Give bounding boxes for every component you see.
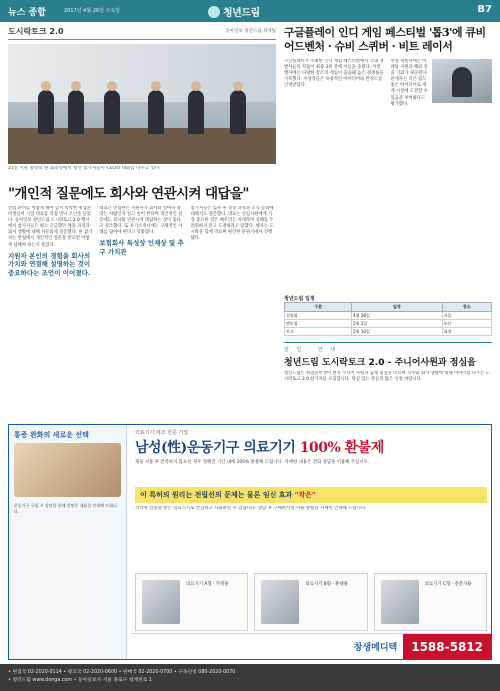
photo-caption: 21일 서울 중앙의 한 회의실에서 청년 참가자들이 CEO와 대화를 나누고 있다. — [8, 166, 161, 171]
ad-products — [135, 573, 487, 631]
right-article — [284, 26, 492, 427]
ad-sidebar — [9, 425, 127, 659]
right-column-1 — [284, 59, 386, 291]
table-header: 구분 — [285, 303, 352, 312]
paragraph: 면접 준비를 어떻게 해야 할지 막막한 취업준비생들이 기업 대표를 직접 만나 조언을 들었다. 동아일보 청년드림 도시락토크 2.0 행사에서 참가자들은 평소 궁금했던 채용 과정과 회사 생활에 대해 자유롭게 질문했다. 한 참가자는 면접에서 개인적인 질문을 받으면 어떻게 답해야 하는지 물었다. — [8, 206, 93, 248]
series-title: 도시락토크 2.0 — [8, 26, 276, 40]
schedule-table-title: 청년드림 일정 — [284, 296, 315, 302]
paragraph: 참가자들은 입사 후 성장 과정과 조직 문화에 대해서도 질문했다. 대표는 신입사원에게 가장 중요한 것은 배우려는 자세라며 실패를 두려워하지 말고 도전하라고 말했다. 행사는 도시락을 함께 먹으며 편안한 분위기에서 진행됐다. — [190, 206, 274, 242]
ad-note: 식약처 인증을 받은 의료기기로 안심하고 사용하실 수 있습니다. 상담 후 구매하시면 사용 방법을 자세히 안내해 드립니다. — [135, 506, 367, 511]
ad-title — [131, 436, 491, 458]
advertisement — [8, 424, 492, 660]
footer-line-2: • 청년드림 www.donga.com • 동아일보사 서울 종로구 청계천로 1 — [8, 678, 152, 683]
left-article — [8, 26, 276, 442]
article-column-2 — [99, 206, 184, 442]
table-row — [285, 320, 492, 328]
ad-brand: 창생메디텍 — [353, 643, 398, 653]
article-column-1 — [8, 206, 93, 442]
product-image — [381, 580, 419, 624]
portrait-photo — [432, 59, 492, 103]
notice-body: 청년드림은 취업준비생이 현직 주니어 사원과 함께 점심을 먹으며 직무와 회사 생활에 대해 이야기를 나누는 도시락토크 2.0 참가자를 모집합니다. 관심 있는 분들의 많은 신청 바랍니다. — [284, 371, 490, 382]
ad-title-main: 남성(性)운동기구 의료기기 — [135, 440, 296, 456]
ad-footer — [131, 633, 491, 659]
table-row — [285, 312, 492, 320]
page-footer — [0, 664, 500, 691]
article-photo — [8, 44, 276, 164]
ad-side-text: 운동기구 구입 시 상담을 통해 알맞은 제품을 안내해 드립니다. — [14, 503, 117, 514]
notice-box — [284, 342, 492, 427]
schedule-table — [284, 302, 492, 336]
table-cell: 서울 — [442, 312, 491, 320]
product-card — [374, 573, 487, 631]
ad-banner-main: 이 특허의 원리는 전립선의 문제는 물론 임신 효과 — [140, 491, 295, 499]
section-logo — [208, 4, 260, 19]
table-header: 일정 — [352, 303, 442, 312]
product-image — [261, 580, 299, 624]
right-headline: 구글플레이 인디 게임 페스티벌 '톱3'에 큐비 어드벤처 · 슈비 스퀴버 · 비트 레이서 — [284, 26, 486, 53]
right-column-2 — [391, 59, 493, 291]
pull-quote: 보험회사 특성상 인재상 및 추구 가치관 — [99, 239, 184, 256]
article-subhead: 지원자 본인의 경험을 회사의 가치와 연결해 설명하는 것이 중요하다는 조언이 이어졌다. — [8, 251, 91, 277]
ad-banner — [135, 487, 487, 503]
ad-brandline: 의료기기 제조 전문 기업 — [135, 430, 189, 436]
ad-photo — [14, 443, 121, 497]
section-name: 뉴스 종합 — [8, 8, 46, 18]
product-label: 의료기기 B형 · 휴대용 — [305, 582, 348, 587]
notice-title: 청년드림 도시락토크 2.0 - 주니어사원과 점심을 — [284, 358, 476, 368]
paragraph: 수상 개발사에는 마케팅 지원과 해외 진출 기회가 제공된다. 관계자는 작은 팀도 좋은 아이디어로 세계 시장에 도전할 수 있음을 보여줬다고 평가했다. — [390, 59, 428, 107]
article-column-3 — [191, 206, 276, 442]
page-number: B7 — [477, 4, 492, 15]
table-cell: 5월 2일 — [352, 320, 442, 328]
ad-side-title: 통증 완화의 새로운 선택 — [14, 431, 89, 439]
ad-main — [131, 425, 491, 659]
product-image — [142, 580, 180, 624]
table-cell: 5월 10일 — [352, 328, 442, 336]
table-cell: 부산 — [442, 320, 491, 328]
paragraph: 구글플레이가 주최한 인디 게임 페스티벌에서 국내 개발사들의 작품이 최종 3위 안에 이름을 올렸다. 이번 행사에는 다양한 장르의 게임이 출품돼 높은 경쟁률을 기록했다. 수상작들은 독창적인 아이디어와 완성도를 인정받았다. — [284, 59, 384, 89]
ad-phone-number: 1588-5812 — [403, 634, 491, 659]
table-cell: 대전 — [442, 328, 491, 336]
table-cell: 4월 28일 — [352, 312, 442, 320]
issue-date: 2017년 4월 26일 수요일 — [64, 8, 121, 14]
ad-description: 제품 사용 후 만족하지 않으실 경우 정해진 기간 내에 100% 환불해 드립니다. 자세한 내용은 전화 상담을 이용해 주십시오. — [135, 460, 370, 465]
product-label: 의료기기 A형 · 가정용 — [186, 582, 229, 587]
product-card — [135, 573, 248, 631]
ad-title-accent: 100% 환불제 — [299, 440, 384, 456]
notice-tags: 알 림 · 안 내 — [284, 347, 339, 353]
logo-mark-icon — [208, 6, 220, 18]
product-card — [254, 573, 367, 631]
paragraph: 대표는 면접관은 지원자가 회사와 얼마나 잘 맞는 사람인지 알고 싶어 한다며 개인적인 질문에도 회사와 연관시켜 대답하는 것이 좋다고 강조했다. 또 자기소개서에는 구체적인 사례를 담아야 한다고 덧붙였다. — [99, 206, 183, 236]
table-cell: 토크 — [285, 328, 352, 336]
table-header: 장소 — [442, 303, 491, 312]
article-headline: "개인적 질문에도 회사와 연관시켜 대답을" — [8, 186, 249, 202]
logo-text: 청년드림 — [223, 8, 260, 19]
table-cell: 멘토링 — [285, 320, 352, 328]
ad-banner-accent: "작은" — [294, 491, 316, 499]
product-label: 의료기기 C형 · 전문가용 — [424, 582, 472, 587]
footer-line-1: • 편집국 02-2020-0114 • 광고국 02-2020-0600 • 판매국 02-2020-0700 • 구독신청 080-2020-0070 — [8, 670, 236, 675]
table-cell: 설명회 — [285, 312, 352, 320]
page-header — [0, 0, 500, 22]
table-row — [285, 328, 492, 336]
byline: 동아일보 청년드림 취재팀 — [225, 29, 276, 34]
